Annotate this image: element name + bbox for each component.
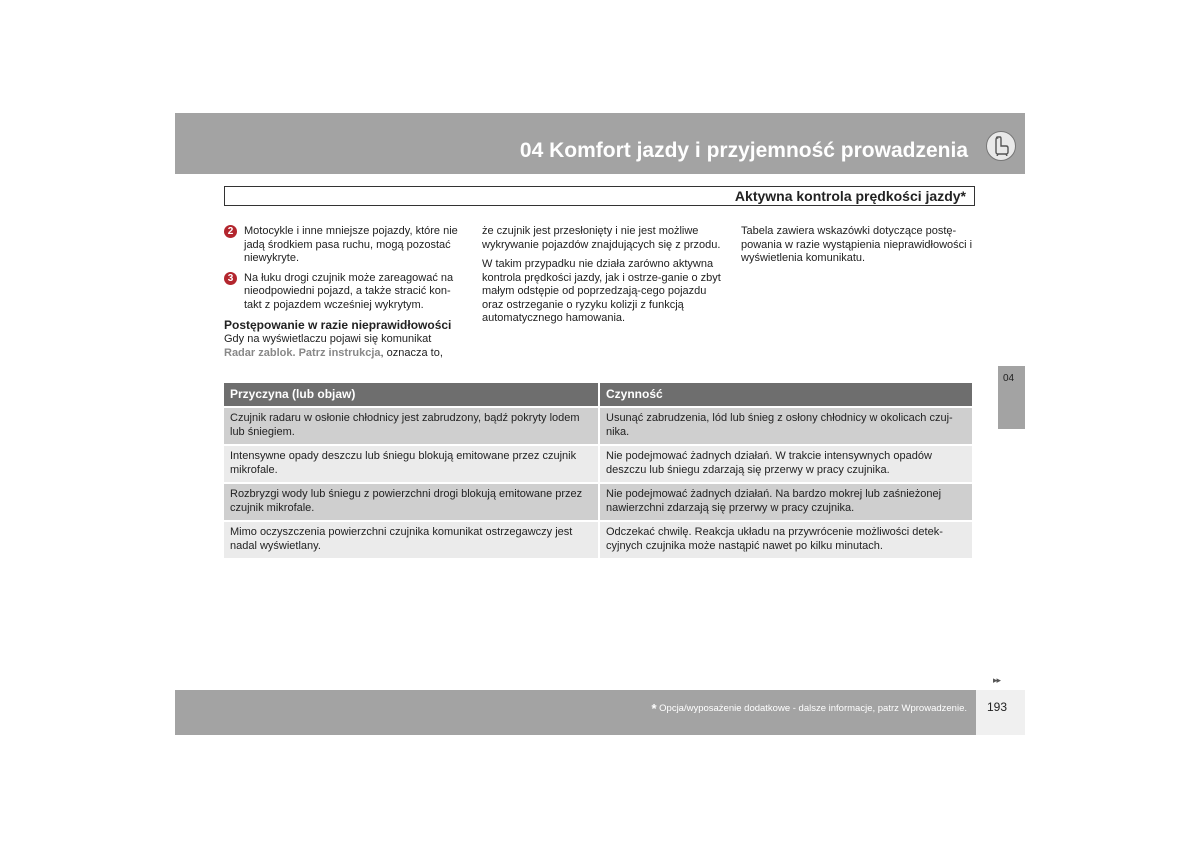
list-item xyxy=(224,225,464,266)
cause-cell: Intensywne opady deszczu lub śniegu blokują emitowane przez czujnik mikrofale. xyxy=(224,444,598,482)
number-badge: 3 xyxy=(224,272,237,285)
paragraph: Tabela zawiera wskazówki dotyczące postę-powania w razie wystąpienia nieprawidłowości i wyświetlenia komunikatu. xyxy=(741,225,973,264)
footnote-text: Opcja/wyposażenie dodatkowe - dalsze informacje, patrz Wprowadzenie. xyxy=(659,703,967,714)
paragraph: W takim przypadku nie działa zarówno aktywna kontrola prędkości jazdy, jak i ostrze-ganie o zbyt małym odstępie od poprzedzają-cego pojazdu oraz ostrzeganie o ryzyku kolizji z funkcją automatycznego hamowania. xyxy=(482,258,721,324)
chapter-side-tab xyxy=(998,366,1025,429)
column-header-cause: Przyczyna (lub objaw) xyxy=(224,383,598,406)
action-cell: Nie podejmować żadnych działań. Na bardzo mokrej lub zaśnieżonej nawierzchni zdarzają się przerwy w pracy czujnika. xyxy=(600,482,972,520)
table-row xyxy=(224,520,972,558)
troubleshooting-heading: Postępowanie w razie nieprawidłowości xyxy=(224,318,452,332)
section-title: Aktywna kontrola prędkości jazdy* xyxy=(734,188,966,204)
continue-arrow-icon: ▸▸ xyxy=(993,675,1001,685)
seat-icon xyxy=(986,131,1016,161)
action-cell: Usunąć zabrudzenia, lód lub śnieg z osłony chłodnicy w okolicach czuj-nika. xyxy=(600,406,972,444)
intro-text: Gdy na wyświetlaczu pojawi się komunikat xyxy=(224,333,432,345)
paragraph: że czujnik jest przesłonięty i nie jest możliwe wykrywanie pojazdów znajdujących się z przodu. xyxy=(482,225,721,251)
footnote xyxy=(651,701,967,716)
table-row xyxy=(224,406,972,444)
column-header-action: Czynność xyxy=(600,383,972,406)
table-row xyxy=(224,482,972,520)
number-badge: 2 xyxy=(224,225,237,238)
chapter-header xyxy=(175,113,1025,174)
cause-cell: Rozbryzgi wody lub śniegu z powierzchni drogi blokują emitowane przez czujnik mikrofale. xyxy=(224,482,598,520)
troubleshooting-intro xyxy=(224,333,464,360)
cause-cell: Mimo oczyszczenia powierzchni czujnika komunikat ostrzegawczy jest nadal wyświetlany. xyxy=(224,520,598,558)
page-number: 193 xyxy=(987,700,1008,714)
page-footer xyxy=(175,690,1025,735)
text-column-3 xyxy=(741,225,981,272)
table-row xyxy=(224,444,972,482)
section-header xyxy=(224,186,975,206)
cause-cell: Czujnik radaru w osłonie chłodnicy jest zabrudzony, bądź pokryty lodem lub śniegiem. xyxy=(224,406,598,444)
action-cell: Odczekać chwilę. Reakcja układu na przywrócenie możliwości detek-cyjnych czujnika może nastąpić nawet po kilku minutach. xyxy=(600,520,972,558)
footnote-star: * xyxy=(651,701,657,716)
chapter-title: 04 Komfort jazdy i przyjemność prowadzenia xyxy=(519,139,968,162)
text-column-1 xyxy=(224,225,464,366)
display-message: Radar zablok. Patrz instrukcja xyxy=(224,346,381,359)
table-header-row xyxy=(224,383,972,406)
list-item-text: Na łuku drogi czujnik może zareagować na nieodpowiedni pojazd, a także stracić kon-takt z pojazdem wcześniej wykrytym. xyxy=(244,271,454,311)
list-item xyxy=(224,272,464,313)
action-cell: Nie podejmować żadnych działań. W trakcie intensywnych opadów deszczu lub śniegu zdarzają się przerwy w pracy czujnika. xyxy=(600,444,972,482)
troubleshooting-table xyxy=(222,383,974,558)
side-tab-label: 04 xyxy=(1003,373,1015,384)
seat-glyph xyxy=(992,136,1010,156)
intro-continuation: , oznacza to, xyxy=(380,346,443,359)
text-column-2 xyxy=(482,225,722,332)
list-item-text: Motocykle i inne mniejsze pojazdy, które nie jadą środkiem pasa ruchu, mogą pozostać niewykryte. xyxy=(244,225,458,264)
